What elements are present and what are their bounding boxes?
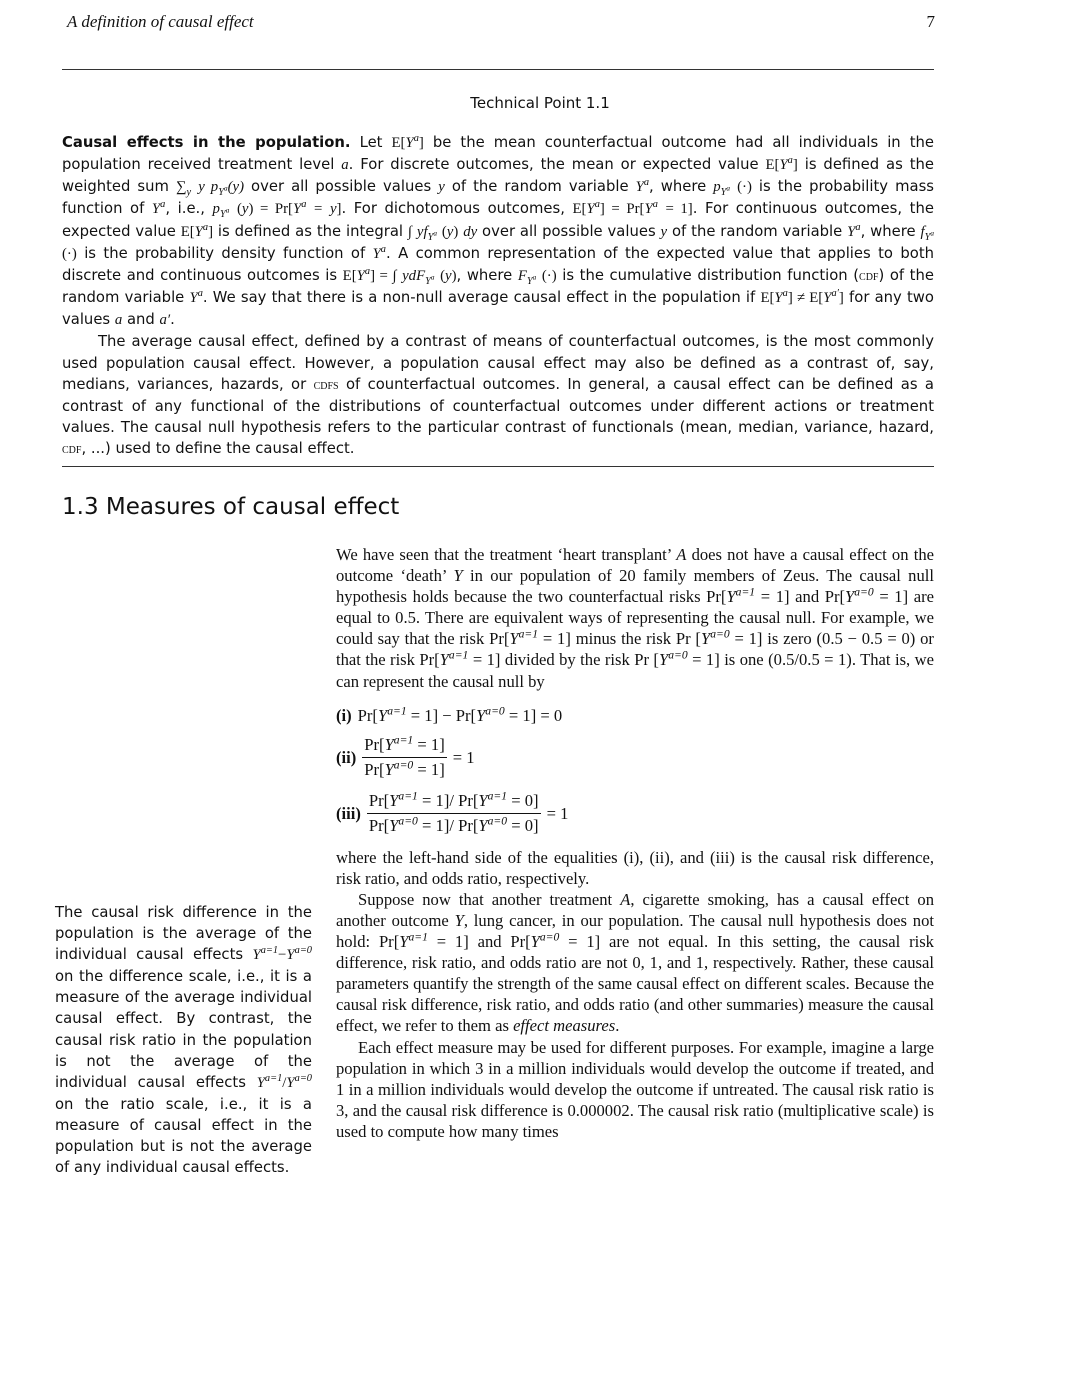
technical-point-lead: Causal effects in the population. xyxy=(62,134,351,151)
main-paragraph-4: Each effect measure may be used for different purposes. For example, imagine a large population in which 3 in a million individuals would develop the outcome if treated, and 1 in a million individuals would develop the outcome if untreated. The causal risk ratio is 3, and the causal risk difference is 0.000002. The causal risk ratio (multiplicative scale) is used to compute how many times xyxy=(336,1037,934,1141)
equation-iii: (iii) $\frac{Pr[Y^{a=1} = 1]/ Pr[Y^{a=1} = 0]}{Pr[Y^{a=0} = 1]/ Pr[Y^{a=0} = 0]}$ = 1 xyxy=(336,789,569,836)
equation-ii: (ii) $\frac{Pr[Y^{a=1} = 1]}{Pr[Y^{a=0} = 1]}$ = 1 xyxy=(336,733,475,780)
equation-i: (i) $Pr[Y^{a=1} = 1] - Pr[Y^{a=0} = 1] = 0$ xyxy=(336,704,563,726)
technical-point-title: Technical Point 1.1 xyxy=(470,94,610,112)
main-text-column xyxy=(336,544,934,1142)
running-title: A definition of causal effect xyxy=(67,12,254,31)
margin-note: The causal risk difference in the population is the average of the individual causal effects $Y^{a=1}-Y^{a=0}$ on the difference scale, i.e., it is a measure of the average individual causal effect. By contrast, the causal risk ratio in the population is not the average of the individual causal effects $Y^{a=1}/Y^{a=0}$ on the ratio scale, i.e., it is a measure of causal effect in the population but is not the average of any individual causal effects. xyxy=(55,904,312,1177)
technical-point-paragraph-1: Causal effects in the population. Let $E[Y^a]$ be the mean counterfactual outcome had all individuals in the population received treatment level a. For discrete outcomes, the mean or expected value $E[Y^a]$ is defined as the weighted sum $\sum_y$ y $p_{Y^a}(y)$ over all possible values y of the random variable $Y^a$, where $p_{Y^a}$ (·) is the probability mass function of $Y^a$, i.e., $p_{Y^a}$ $(y) = Pr[Y^a = y]$. For dichotomous outcomes, $E[Y^a] = Pr[Y^a = 1]$. For continuous outcomes, the expected value $E[Y^a]$ is defined as the integral ∫ $yf_{Y^a}$ (y) dy over all possible values y of the random variable $Y^a$, where $f_{Y^a}$ (·) is the probability density function of $Y^a$. A common representation of the expected value that applies to both discrete and continuous outcomes is $E[Y^a]$ = ∫ ydF$_{Y^a}$ (y), where $F_{Y^a}$ (·) is the cumulative distribution function (cdf) of the random variable $Y^a$. We say that there is a non-null average causal effect in the population if $E[Y^a] \ne E[Y^{a'}]$ for any two values a and a′. xyxy=(62,133,935,329)
technical-point-paragraph-2: The average causal effect, defined by a contrast of means of counterfactual outcomes, is the most commonly used population causal effect. However, a population causal effect may also be defined as a contrast of, say, medians, variances, hazards, or cdfs of counterfactual outcomes. In general, a causal effect can be defined as a contrast of any functional of the distributions of counterfactual outcomes under different actions or treatment values. The causal null hypothesis refers to the particular contrast of functionals (mean, median, variance, hazard, cdf, ...) used to define the causal effect. xyxy=(62,333,934,458)
technical-point-bottom-rule xyxy=(62,466,934,467)
main-paragraph-3: Suppose now that another treatment A, cigarette smoking, has a causal effect on another outcome Y, lung cancer, in our population. The causal null hypothesis does not hold: $Pr[Y^{a=1} = 1]$ and $Pr[Y^{a=0} = 1]$ are not equal. In this setting, the causal risk difference, risk ratio, and odds ratio are not 0, 1, and 1, respectively. Rather, these causal parameters quantify the strength of the same causal effect on different scales. Because the causal risk difference, risk ratio, and odds ratio (and other summaries) measure the causal effect, we refer to them as effect measures. xyxy=(336,889,934,1036)
running-head xyxy=(67,12,935,38)
technical-point-body xyxy=(62,132,934,460)
section-heading: 1.3 Measures of causal effect xyxy=(62,494,400,520)
effect-measures-term: effect measures xyxy=(513,1016,616,1036)
equation-iii-label: (iii) xyxy=(336,804,361,824)
main-paragraph-1: We have seen that the treatment ‘heart transplant’ A does not have a causal effect on the outcome ‘death’ Y in our population of 20 family members of Zeus. The causal null hypothesis holds because the two counterfactual risks $Pr[Y^{a=1} = 1]$ and $Pr[Y^{a=0} = 1]$ are equal to 0.5. There are equivalent ways of representing the causal null. For example, we could say that the risk $Pr[Y^{a=1} = 1]$ minus the risk Pr $[Y^{a=0} = 1]$ is zero (0.5 − 0.5 = 0) or that the risk $Pr[Y^{a=1} = 1]$ divided by the risk Pr $[Y^{a=0} = 1]$ is one (0.5/0.5 = 1). That is, we can represent the causal null by xyxy=(336,545,934,691)
page-number: 7 xyxy=(926,12,935,31)
equation-ii-label: (ii) xyxy=(336,748,357,768)
equation-i-label: (i) xyxy=(336,706,352,726)
main-paragraph-2: where the left-hand side of the equalities (i), (ii), and (iii) is the causal risk difference, risk ratio, and odds ratio, respectively. xyxy=(336,847,934,888)
technical-point-top-rule xyxy=(62,69,934,70)
